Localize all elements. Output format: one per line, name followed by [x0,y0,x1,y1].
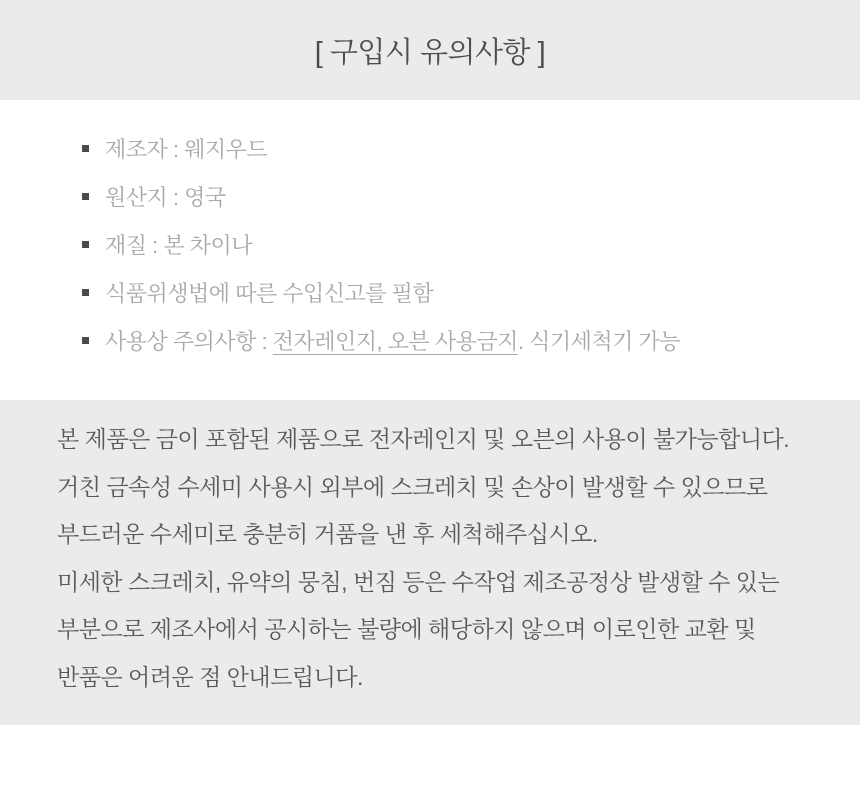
notice-line: 반품은 어려운 점 안내드립니다. [57,663,363,690]
usage-caution-underlined: 전자레인지, 오븐 사용금지 [272,328,518,354]
product-info-section [0,100,860,400]
bullet-square-icon [82,337,89,344]
notice-line: 미세한 스크레치, 유약의 뭉침, 번짐 등은 수작업 제조공정상 발생할 수 있는 [57,568,780,595]
list-item-label: 원산지 : 영국 [105,184,226,210]
list-item-label: 재질 : 본 차이나 [105,232,252,258]
list-item-label: 제조자 : 웨지우드 [105,136,268,162]
bullet-square-icon [82,289,89,296]
list-item-material [82,220,860,268]
list-item-label [105,325,680,356]
list-item-origin [82,172,860,220]
bullet-square-icon [82,241,89,248]
usage-caution-prefix: 사용상 주의사항 : [105,328,273,354]
list-item-manufacturer [82,124,860,172]
product-info-list [82,124,860,364]
page-title: [ 구입시 유의사항 ] [314,36,546,69]
notice-section [0,400,860,725]
notice-line: 부분으로 제조사에서 공시하는 불량에 해당하지 않으며 이로인한 교환 및 [57,616,756,642]
bullet-square-icon [82,193,89,200]
notice-line: 본 제품은 금이 포함된 제품으로 전자레인지 및 오븐의 사용이 불가능합니다. [57,426,790,452]
usage-caution-suffix: . 식기세척기 가능 [517,328,680,354]
notice-line: 거친 금속성 수세미 사용시 외부에 스크레치 및 손상이 발생할 수 있으므로 [57,473,768,500]
list-item-usage-caution [82,316,860,364]
list-item-import-declaration [82,268,860,316]
header-banner [0,0,860,100]
notice-line: 부드러운 수세미로 충분히 거품을 낸 후 세척해주십시오. [57,521,598,547]
bullet-square-icon [82,145,89,152]
list-item-label: 식품위생법에 따른 수입신고를 필함 [105,280,434,306]
